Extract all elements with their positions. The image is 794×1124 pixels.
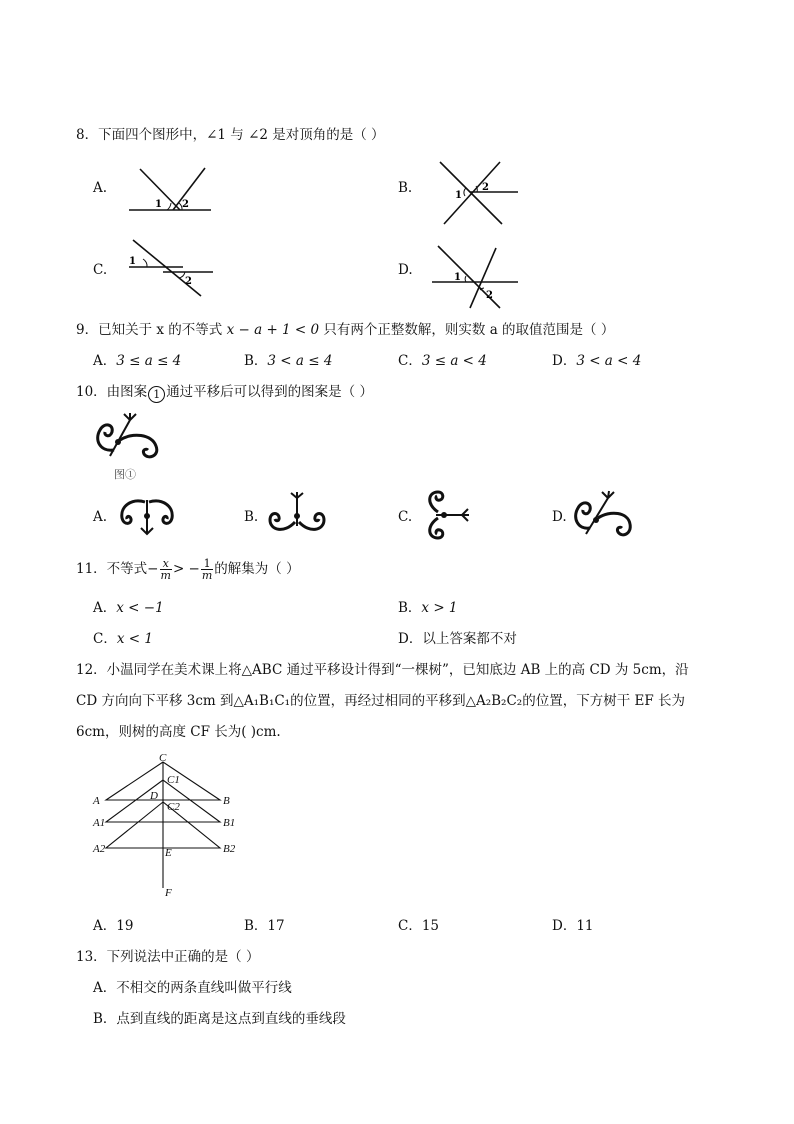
q12-option-b[interactable]: B．17 xyxy=(244,918,285,934)
q8-option-b-label[interactable]: B. xyxy=(398,180,413,196)
q12-line2: CD 方向向下平移 3cm 到△A₁B₁C₁的位置，再经过相同的平移到△A₂B₂C₂的位置，下方树干 EF 长为 xyxy=(76,693,686,709)
q8b-angle1: 1 xyxy=(455,190,462,201)
q10-option-c-label[interactable]: C. xyxy=(398,509,413,525)
q11-option-b[interactable]: B．x > 1 xyxy=(398,600,458,616)
q8-figure-c xyxy=(125,238,217,300)
q10-option-d-label[interactable]: D. xyxy=(552,509,567,525)
fraction-x-over-m: $\frac{x}{m}$ xyxy=(160,557,171,582)
q11-option-d[interactable]: D．以上答案都不对 xyxy=(398,631,517,647)
q8-figure-a xyxy=(125,165,215,215)
q9-option-b[interactable]: B．3 < a ≤ 4 xyxy=(244,353,333,369)
q10-figure-c xyxy=(418,490,470,540)
q9-stem xyxy=(76,318,614,338)
q8-option-a-label[interactable]: A. xyxy=(93,180,108,196)
label-c: C xyxy=(159,752,167,764)
q10-caption: 图① xyxy=(114,468,136,481)
q13-option-a[interactable]: A．不相交的两条直线叫做平行线 xyxy=(93,980,292,996)
label-c2: C2 xyxy=(167,801,180,813)
q8d-angle2: 2 xyxy=(486,290,493,301)
q12-tree-figure xyxy=(90,750,250,900)
q8d-angle1: 1 xyxy=(454,272,461,283)
q10-option-b-label[interactable]: B. xyxy=(244,509,259,525)
q11-option-c[interactable]: C．x < 1 xyxy=(93,631,153,647)
q10-stem: 10．由图案 1 通过平移后可以得到的图案是（ ） xyxy=(76,384,373,401)
label-e: E xyxy=(165,847,172,859)
circled-one: 1 xyxy=(148,386,165,403)
q9-stem-pre: 9．已知关于 x 的不等式 xyxy=(76,322,223,338)
q10-option-a-label[interactable]: A. xyxy=(93,509,108,525)
label-b: B xyxy=(223,795,230,807)
q12-option-c[interactable]: C．15 xyxy=(398,918,440,934)
label-b1: B1 xyxy=(223,817,236,829)
q8a-angle2: 2 xyxy=(182,199,189,210)
label-b2: B2 xyxy=(223,843,236,855)
label-a2: A2 xyxy=(93,843,106,855)
q10-figure-a xyxy=(116,494,178,538)
q12-option-a[interactable]: A．19 xyxy=(93,918,134,934)
q10-figure-b xyxy=(266,492,328,538)
q11-stem: 11．不等式− $\frac{x}{m}$ > − $\frac{1}{m}$ 的解集为（ ） xyxy=(76,557,300,582)
q10-figure-d xyxy=(572,490,634,540)
q9-option-c[interactable]: C．3 ≤ a < 4 xyxy=(398,353,487,369)
q8-figure-d xyxy=(430,244,520,310)
q9-option-a[interactable]: A．3 ≤ a ≤ 4 xyxy=(93,353,182,369)
q9-option-d[interactable]: D．3 < a < 4 xyxy=(552,353,642,369)
label-f: F xyxy=(165,887,172,899)
q8-figure-b xyxy=(430,160,520,226)
q8-option-c-label[interactable]: C. xyxy=(93,262,108,278)
q12-option-d[interactable]: D．11 xyxy=(552,918,594,934)
q13-stem: 13．下列说法中正确的是（ ） xyxy=(76,949,260,965)
label-c1: C1 xyxy=(167,774,180,786)
label-a: A xyxy=(93,795,100,807)
q13-option-b[interactable]: B．点到直线的距离是这点到直线的垂线段 xyxy=(93,1011,346,1027)
q8b-angle2: 2 xyxy=(482,182,489,193)
q8-stem: 8．下面四个图形中，∠1 与 ∠2 是对顶角的是（ ） xyxy=(76,127,385,143)
q12-line3: 6cm，则树的高度 CF 长为( )cm. xyxy=(76,724,281,740)
q9-stem-post: 只有两个正整数解，则实数 a 的取值范围是（ ） xyxy=(323,322,615,338)
fraction-1-over-m: $\frac{1}{m}$ xyxy=(201,557,213,582)
label-a1: A1 xyxy=(93,817,106,829)
q8-option-d-label[interactable]: D. xyxy=(398,262,413,278)
label-d: D xyxy=(150,790,158,802)
q9-stem-math: x − a + 1 < 0 xyxy=(226,322,320,338)
q10-pattern-figure xyxy=(90,410,162,462)
q8a-angle1: 1 xyxy=(155,199,162,210)
q11-option-a[interactable]: A．x < −1 xyxy=(93,600,164,616)
q8c-angle1: 1 xyxy=(129,256,136,267)
q8c-angle2: 2 xyxy=(185,276,192,287)
q12-line1: 12．小温同学在美术课上将△ABC 通过平移设计得到“一棵树”，已知底边 AB 上的高 CD 为 5cm，沿 xyxy=(76,662,689,678)
